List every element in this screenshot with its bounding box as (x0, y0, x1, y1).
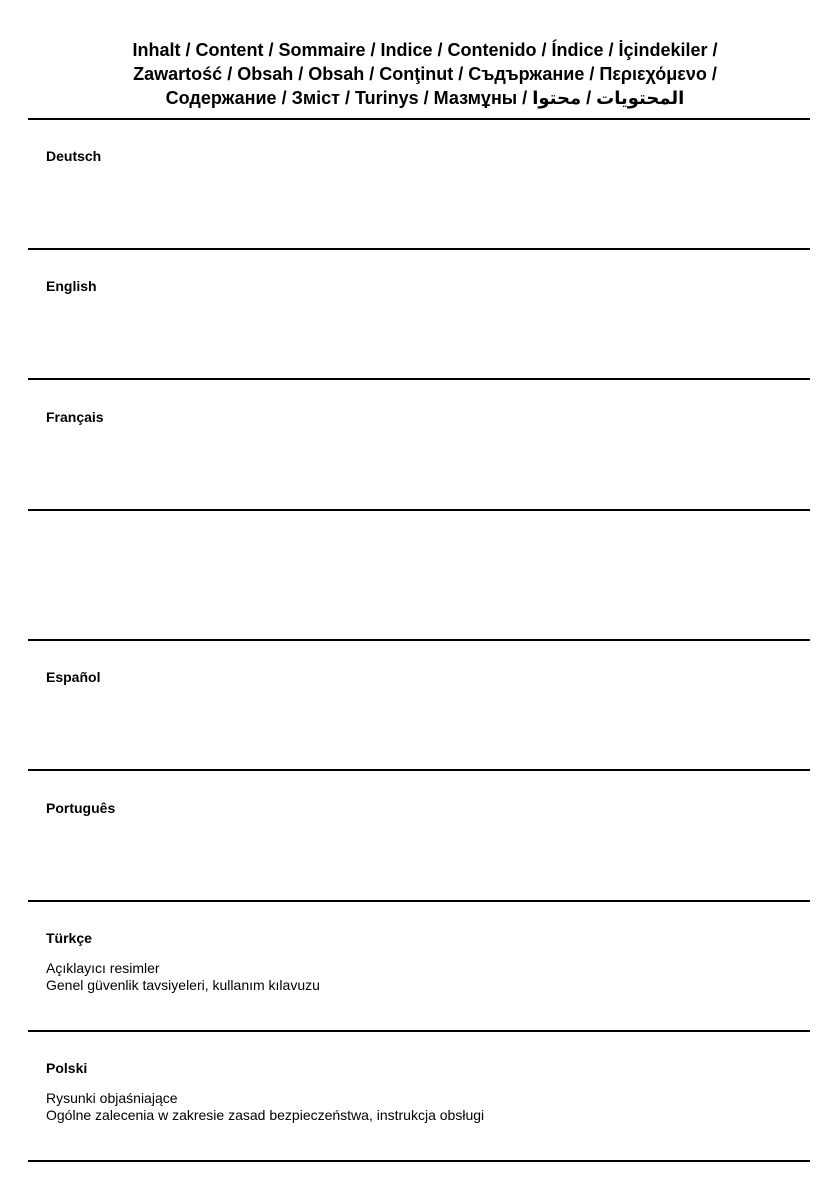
section-line: Ogólne zalecenia w zakresie zasad bezpieczeństwa, instrukcja obsługi (46, 1107, 485, 1123)
section-heading: Türkçe (46, 930, 92, 946)
section-heading: Deutsch (46, 148, 102, 164)
title-line-1: Inhalt / Content / Sommaire / Indice / Contenido / Índice / İçindekiler / (132, 40, 718, 60)
divider (28, 509, 810, 511)
section-deutsch (46, 148, 786, 165)
divider (28, 1160, 810, 1162)
section-heading: Français (46, 409, 104, 425)
section-line: Genel güvenlik tavsiyeleri, kullanım kılavuzu (46, 977, 320, 993)
section-line: Rysunki objaśniające (46, 1090, 178, 1106)
title-line-2: Zawartość / Obsah / Obsah / Conţinut / Съдържание / Περιεχόμενο / (133, 64, 717, 84)
divider (28, 248, 810, 250)
divider (28, 1030, 810, 1032)
section-portugues (46, 800, 786, 817)
divider (28, 639, 810, 641)
divider (28, 769, 810, 771)
section-polski (46, 1060, 786, 1124)
section-lines (46, 1090, 786, 1124)
section-heading: Português (46, 800, 116, 816)
divider (28, 900, 810, 902)
divider (28, 118, 810, 120)
section-heading: Español (46, 669, 101, 685)
section-english (46, 278, 786, 295)
divider (28, 378, 810, 380)
section-line: Açıklayıcı resimler (46, 960, 160, 976)
section-lines (46, 960, 786, 994)
section-francais (46, 409, 786, 426)
section-heading: English (46, 278, 97, 294)
title-line-3: Содержание / Зміст / Turinys / Мазмұны / المحتويات / محتوا (165, 88, 685, 108)
section-espanol (46, 669, 786, 686)
section-turkce (46, 930, 786, 994)
section-heading: Polski (46, 1060, 88, 1076)
page-title (40, 38, 810, 110)
